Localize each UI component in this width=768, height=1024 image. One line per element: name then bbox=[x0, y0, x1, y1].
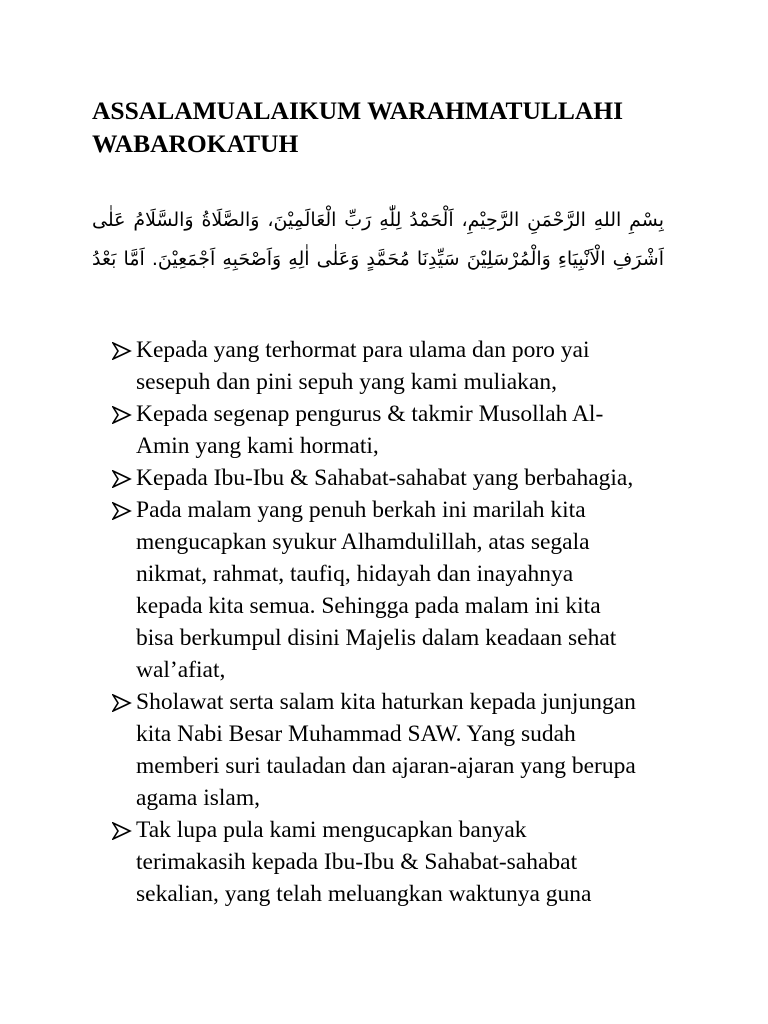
arrow-bullet-icon bbox=[112, 406, 132, 424]
list-item-line: Kepada segenap pengurus & takmir Musollah Al- bbox=[136, 401, 604, 427]
list-item-line: Kepada yang terhormat para ulama dan poro yai bbox=[136, 337, 590, 363]
salutation-list bbox=[112, 334, 682, 910]
list-item bbox=[112, 494, 682, 686]
arrow-bullet-icon bbox=[112, 694, 132, 712]
list-item-line: agama islam, bbox=[136, 785, 260, 811]
list-item-line: terimakasih kepada Ibu-Ibu & Sahabat-sahabat bbox=[136, 849, 578, 875]
list-item-line: memberi suri tauladan dan ajaran-ajaran yang berupa bbox=[136, 753, 636, 779]
list-item-line: wal’afiat, bbox=[136, 657, 226, 683]
list-item-line: mengucapkan syukur Alhamdulillah, atas segala bbox=[136, 529, 590, 555]
list-item-line: kita Nabi Besar Muhammad SAW. Yang sudah bbox=[136, 721, 576, 747]
arrow-bullet-icon bbox=[112, 822, 132, 840]
list-item-line: bisa berkumpul disini Majelis dalam keadaan sehat bbox=[136, 625, 617, 651]
list-item bbox=[112, 334, 682, 398]
list-item bbox=[112, 398, 682, 462]
list-item bbox=[112, 686, 682, 814]
arabic-line: اَشْرَفِ الْاَنْبِيَاءِ وَالْمُرْسَلِيْنَ سَيِّدِنَا مُحَمَّدٍ وَعَلٰى اٰلِهِ وَاَصْحَبِهِ اَجْمَعِيْنَ. اَمَّا بَعْدُ bbox=[92, 248, 664, 270]
list-item-line: Tak lupa pula kami mengucapkan banyak bbox=[136, 817, 527, 843]
arrow-bullet-icon bbox=[112, 342, 132, 360]
list-item-line: Pada malam yang penuh berkah ini marilah kita bbox=[136, 497, 586, 523]
list-item-line: Amin yang kami hormati, bbox=[136, 433, 379, 459]
list-item-line: Kepada Ibu-Ibu & Sahabat-sahabat yang berbahagia, bbox=[136, 465, 634, 491]
list-item-line: nikmat, rahmat, taufiq, hidayah dan inayahnya bbox=[136, 561, 574, 587]
heading-line: ASSALAMUALAIKUM WARAHMATULLAHI bbox=[92, 96, 624, 125]
list-item-line: sesepuh dan pini sepuh yang kami muliakan, bbox=[136, 369, 557, 395]
list-item-line: Sholawat serta salam kita haturkan kepada junjungan bbox=[136, 689, 636, 715]
list-item-line: sekalian, yang telah meluangkan waktunya guna bbox=[136, 881, 592, 907]
list-item bbox=[112, 462, 682, 494]
document-heading bbox=[92, 94, 692, 160]
arabic-opening bbox=[92, 201, 664, 279]
list-item bbox=[112, 814, 682, 910]
arrow-bullet-icon bbox=[112, 502, 132, 520]
list-item-line: kepada kita semua. Sehingga pada malam ini kita bbox=[136, 593, 601, 619]
arrow-bullet-icon bbox=[112, 470, 132, 488]
heading-line: WABAROKATUH bbox=[92, 129, 299, 158]
arabic-line: بِسْمِ اللهِ الرَّحْمَنِ الرَّحِيْمِ، اَلْحَمْدُ لِلّٰهِ رَبِّ الْعَالَمِيْنَ، وَالصَّلَاةُ وَالسَّلَامُ عَلٰى bbox=[92, 209, 664, 231]
